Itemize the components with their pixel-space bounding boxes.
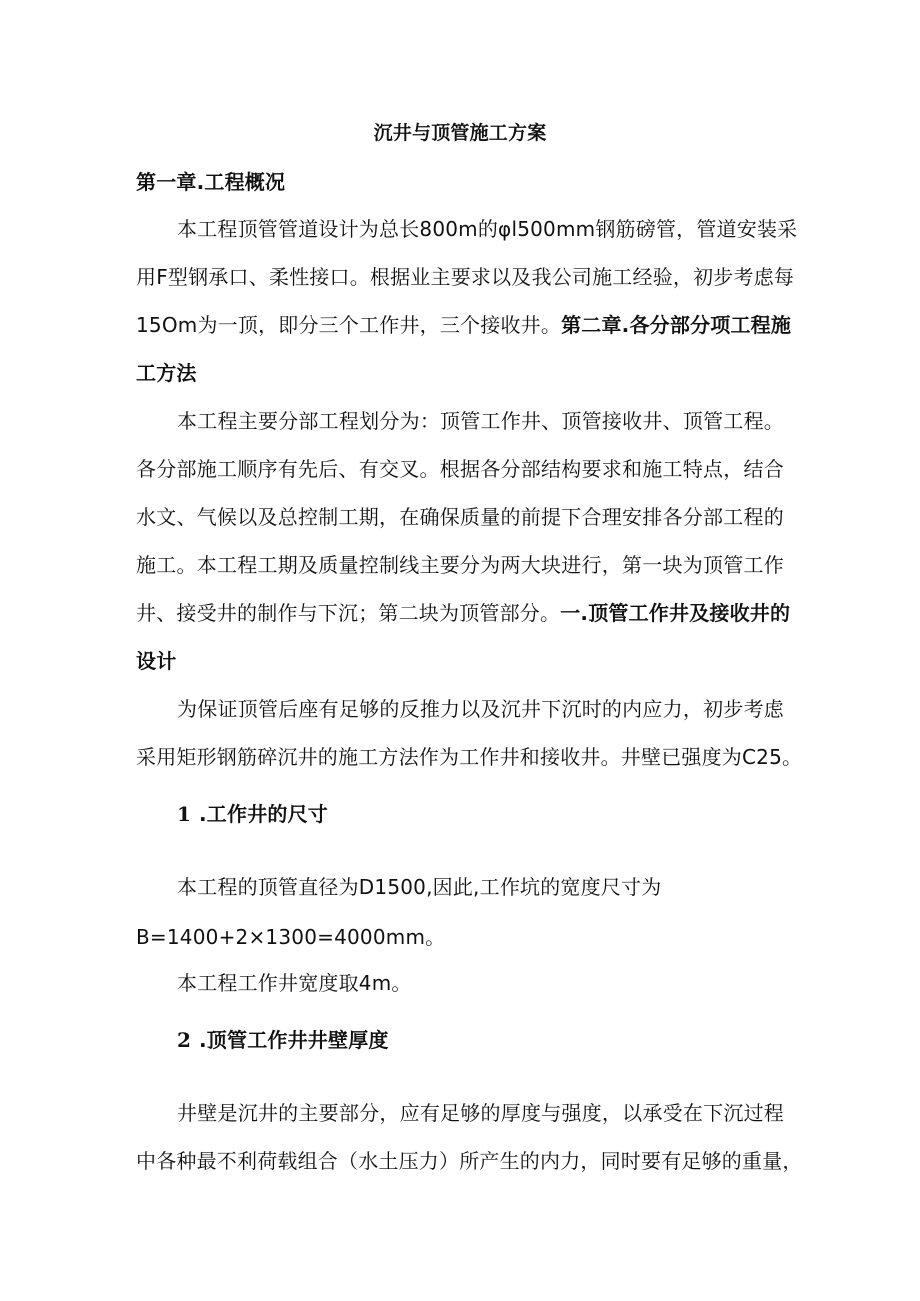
- paragraph-line: 本工程顶管管道设计为总长800m的φl500mm钢筋磅管，管道安装采: [177, 217, 798, 241]
- paragraph-text: 井、接受井的制作与下沉；第二块为顶管部分。: [136, 601, 561, 625]
- paragraph-line: 本工程主要分部工程划分为：顶管工作井、顶管接收井、顶管工程。: [177, 409, 784, 433]
- section-1-heading-cont: 设计: [136, 649, 177, 673]
- subheading-number: 1: [177, 802, 192, 826]
- paragraph-line: 施工。本工程工期及质量控制线主要分为两大块进行，第一块为顶管工作: [136, 553, 784, 577]
- paragraph-line-mixed: [136, 598, 791, 628]
- paragraph-line: 水文、气候以及总控制工期，在确保质量的前提下合理安排各分部工程的: [136, 505, 784, 529]
- subheading-1: [177, 799, 784, 829]
- subheading-number: 2: [177, 1028, 192, 1052]
- section-1-heading: 一.顶管工作井及接收井的: [560, 601, 791, 625]
- chapter-2-heading-cont: 工方法: [136, 361, 197, 385]
- paragraph-line: 中各种最不利荷载组合（水土压力）所产生的内力，同时要有足够的重量，: [136, 1149, 803, 1173]
- subheading-2: [177, 1025, 784, 1055]
- paragraph-line: 本工程的顶管直径为D1500,因此,工作坑的宽度尺寸为: [177, 875, 662, 899]
- paragraph-text: 15Om为一顶，即分三个工作井，三个接收井。: [136, 313, 562, 337]
- paragraph-line: 井壁是沉井的主要部分，应有足够的厚度与强度，以承受在下沉过程: [177, 1101, 784, 1125]
- paragraph-line-mixed: [136, 310, 792, 340]
- chapter-1-heading: 第一章.工程概况: [136, 170, 286, 194]
- paragraph-line: 采用矩形钢筋碎沉井的施工方法作为工作井和接收井。井壁已强度为C25。: [136, 745, 803, 769]
- subheading-text: .工作井的尺寸: [199, 802, 328, 826]
- paragraph-line: 各分部施工顺序有先后、有交叉。根据各分部结构要求和施工特点，结合: [136, 457, 784, 481]
- chapter-2-heading: 第二章.各分部分项工程施: [561, 313, 792, 337]
- document-title: 沉井与顶管施工方案: [373, 122, 547, 144]
- paragraph-line: 为保证顶管后座有足够的反推力以及沉井下沉时的内应力，初步考虑: [177, 697, 784, 721]
- paragraph-line: 用F型钢承口、柔性接口。根据业主要求以及我公司施工经验，初步考虑每: [136, 265, 795, 289]
- paragraph-line: B=1400+2×1300=4000mm。: [136, 925, 446, 949]
- subheading-text: .顶管工作井井壁厚度: [199, 1028, 389, 1052]
- paragraph-line: 本工程工作井宽度取4m。: [177, 971, 412, 995]
